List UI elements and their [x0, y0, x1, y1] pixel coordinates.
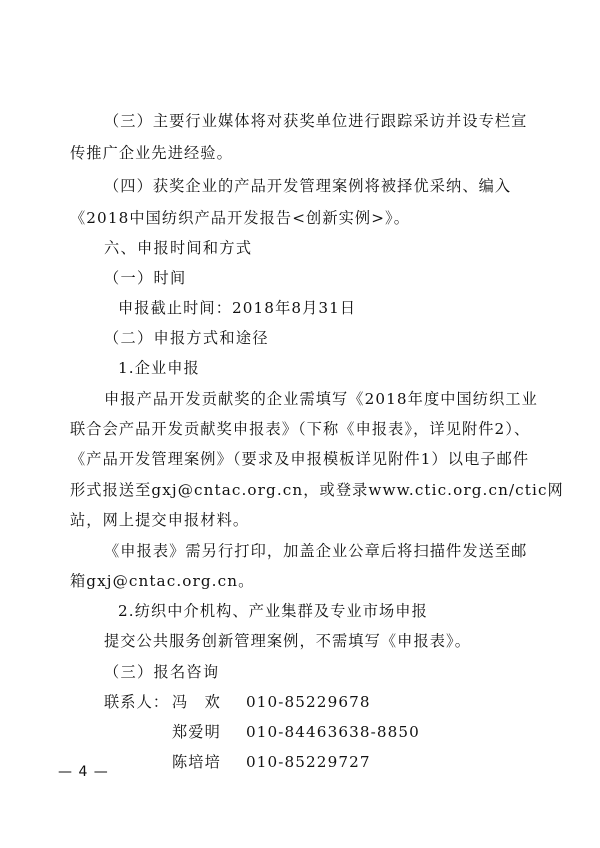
- contact-name: 郑爱明: [172, 723, 221, 741]
- item-1-line-2: 联合会产品开发贡献奖申报表》（下称《申报表》，详见附件2）、: [70, 420, 531, 438]
- paragraph-4-line-1: （四）获奖企业的产品开发管理案例将被择优采纳、编入: [104, 177, 512, 195]
- item-1-line-3: 《产品开发管理案例》（要求及申报模板详见附件1）以电子邮件: [70, 450, 530, 468]
- contact-phone: 010-84463638-8850: [246, 723, 420, 741]
- deadline-text: 申报截止时间：2018年8月31日: [118, 299, 357, 317]
- form-note-line-2: 箱gxj@cntac.org.cn。: [70, 572, 255, 590]
- item-1-line-4: 形式报送至gxj@cntac.org.cn，或登录www.ctic.org.cn/ctic网: [70, 481, 564, 499]
- paragraph-3-line-1: （三）主要行业媒体将对获奖单位进行跟踪采访并设专栏宣: [104, 112, 528, 130]
- contact-phone: 010-85229678: [246, 693, 371, 711]
- item-1-heading: 1.企业申报: [118, 359, 200, 377]
- contact-label: 联系人：: [104, 693, 170, 711]
- paragraph-4-line-2: 《2018中国纺织产品开发报告<创新实例>》。: [70, 209, 410, 227]
- item-1-line-1: 申报产品开发贡献奖的企业需填写《2018年度中国纺织工业: [104, 390, 538, 408]
- item-1-line-5: 站，网上提交申报材料。: [70, 511, 250, 529]
- contact-name: 冯 欢: [172, 693, 221, 711]
- section-6-heading: 六、申报时间和方式: [104, 239, 253, 257]
- subsection-2-heading: （二）申报方式和途径: [104, 329, 269, 347]
- item-2-line-1: 提交公共服务创新管理案例，不需填写《申报表》。: [104, 632, 472, 650]
- form-note-line-1: 《申报表》需另行打印，加盖企业公章后将扫描件发送至邮: [104, 542, 528, 560]
- subsection-1-heading: （一）时间: [104, 269, 187, 287]
- paragraph-3-line-2: 传推广企业先进经验。: [70, 144, 233, 162]
- subsection-3-heading: （三）报名咨询: [104, 663, 220, 681]
- page-number: — 4 —: [58, 764, 109, 780]
- item-2-heading: 2.纺织中介机构、产业集群及专业市场申报: [118, 602, 428, 620]
- contact-name: 陈培培: [172, 753, 221, 771]
- contact-phone: 010-85229727: [246, 753, 371, 771]
